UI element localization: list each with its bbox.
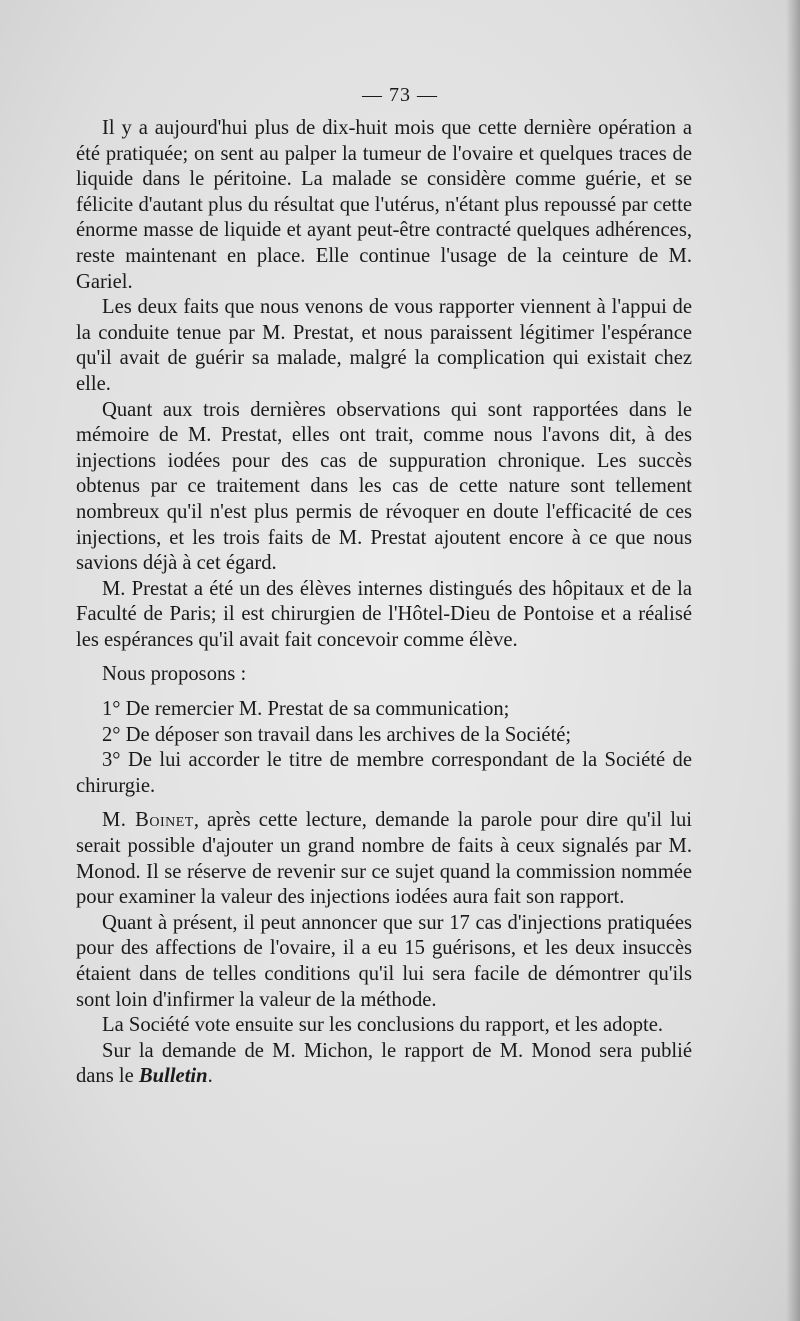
paragraph-proposals-heading: Nous proposons : xyxy=(102,663,247,686)
publication-end: . xyxy=(207,1065,213,1088)
bulletin-title: Bulletin xyxy=(138,1065,208,1088)
proposal-item-1: 1° De remercier M. Prestat de sa communication; xyxy=(102,698,510,721)
paragraph-operation-result: Il y a aujourd'hui plus de dix-huit mois que cette dernière opération a été pratiquée; on sent au palper la tumeur de l'ovaire et quelques traces de liquide dans le péritoine. La malade se considère comme guérie, et se félicite d'autant plus du résultat que l'utérus, n'étant plus repoussé par cette énorme masse de liquide et ayant peut-être contracté quelques adhérences, reste maintenant en place. Elle continue l'usage de la ceinture de M. Gariel. xyxy=(76,117,692,293)
paragraph-three-observations: Quant aux trois dernières observations qui sont rapportées dans le mémoire de M. Prestat, elles ont trait, comme nous l'avons dit, à des injections iodées pour des cas de suppuration chronique. Les succès obtenus par ce traitement dans les cas de cette nature sont tellement nombreux qu'il n'est plus permis de révoquer en doute l'efficacité de ces injections, et les trois faits de M. Prestat ajoutent encore à ce que nous savions déjà à cet égard. xyxy=(76,398,692,575)
page-edge-shadow xyxy=(786,0,800,1321)
paragraph-injection-cases: Quant à présent, il peut annoncer que sur 17 cas d'injections pratiquées pour des affections de l'ovaire, il a eu 15 guérisons, et les deux insuccès étaient dans de telles conditions qu'il lui sera facile de démontrer qu'ils sont loin d'infirmer la valeur de la méthode. xyxy=(76,911,692,1011)
paragraph-prestat-bio: M. Prestat a été un des élèves internes distingués des hôpitaux et de la Faculté de Paris; il est chirurgien de l'Hôtel-Dieu de Pontoise et a réalisé les espérances qu'il avait fait concevoir comme élève. xyxy=(76,577,692,651)
body-text xyxy=(76,116,692,1090)
paragraph-boinet xyxy=(76,808,692,910)
proposal-item-2: 2° De déposer son travail dans les archives de la Société; xyxy=(102,723,572,746)
speaker-name: M. Boinet xyxy=(102,809,194,832)
page-number: — 73 — xyxy=(362,84,438,106)
paragraph-boinet-text: , après cette lecture, demande la parole pour dire qu'il lui serait possible d'ajouter un grand nombre de faits à ceux signalés par M. Monod. Il se réserve de revenir sur ce sujet quand la commission nommée pour examiner la valeur des injections iodées aura fait son rapport. xyxy=(76,809,692,909)
paragraph-publication xyxy=(76,1039,692,1090)
paragraph-two-facts: Les deux faits que nous venons de vous rapporter viennent à l'appui de la conduite tenue par M. Prestat, et nous paraissent légitimer l'espérance qu'il avait de guérir sa malade, malgré la complication qui existait chez elle. xyxy=(76,296,692,395)
proposal-item-3: 3° De lui accorder le titre de membre correspondant de la Société de chirurgie. xyxy=(76,749,692,797)
paragraph-society-vote: La Société vote ensuite sur les conclusions du rapport, et les adopte. xyxy=(102,1014,664,1037)
publication-text: Sur la demande de M. Michon, le rapport de M. Monod sera publié dans le xyxy=(76,1039,692,1088)
